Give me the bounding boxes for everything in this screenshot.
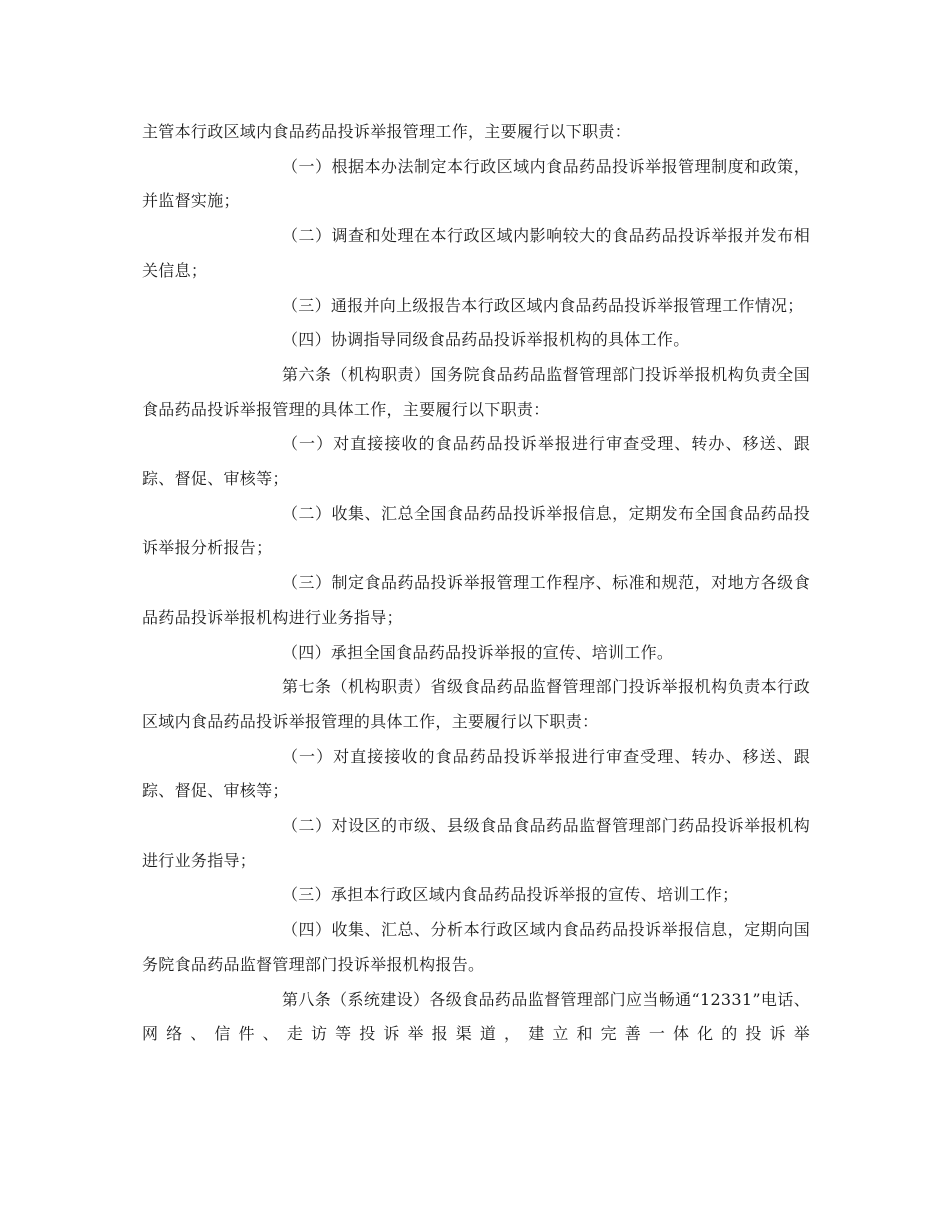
paragraph-article-7-item-3: （三）承担本行政区域内食品药品投诉举报的宣传、培训工作； xyxy=(282,885,739,905)
paragraph-intro: 主管本行政区域内食品药品投诉举报管理工作，主要履行以下职责： xyxy=(142,122,632,141)
paragraph-article-6-item-3: （三）制定食品药品投诉举报管理工作程序、标准和规范，对地方各级食品药品投诉举报机构进行业务指导； xyxy=(142,573,810,627)
paragraph-article-7-item-4: （四）收集、汇总、分析本行政区域内食品药品投诉举报信息，定期向国务院食品药品监督管理部门投诉举报机构报告。 xyxy=(142,920,810,974)
paragraph-article-8: 第八条（系统建设）各级食品药品监督管理部门应当畅通“12331”电话、网络、信件、走访等投诉举报渠道，建立和完善一体化的投诉举 xyxy=(142,989,810,1044)
paragraph-item-1: （一）根据本办法制定本行政区域内食品药品投诉举报管理制度和政策，并监督实施； xyxy=(142,156,810,211)
paragraph-item-3: （三）通报并向上级报告本行政区域内食品药品投诉举报管理工作情况； xyxy=(282,295,804,315)
paragraph-item-4: （四）协调指导同级食品药品投诉举报机构的具体工作。 xyxy=(282,330,690,350)
paragraph-article-6-item-4: （四）承担全国食品药品投诉举报的宣传、培训工作。 xyxy=(282,642,674,662)
paragraph-article-7-item-2: （二）对设区的市级、县级食品食品药品监督管理部门药品投诉举报机构进行业务指导； xyxy=(142,816,810,870)
paragraph-article-7-item-1: （一）对直接接收的食品药品投诉举报进行审查受理、转办、移送、跟踪、督促、审核等； xyxy=(142,746,810,801)
paragraph-article-6-item-1: （一）对直接接收的食品药品投诉举报进行审查受理、转办、移送、跟踪、督促、审核等； xyxy=(142,434,810,489)
paragraph-article-6-item-2: （二）收集、汇总全国食品药品投诉举报信息，定期发布全国食品药品投诉举报分析报告； xyxy=(142,503,810,558)
paragraph-item-2: （二）调查和处理在本行政区域内影响较大的食品药品投诉举报并发布相关信息； xyxy=(142,226,810,280)
paragraph-article-6: 第六条（机构职责）国务院食品药品监督管理部门投诉举报机构负责全国食品药品投诉举报管理的具体工作，主要履行以下职责： xyxy=(142,364,810,419)
document-body xyxy=(142,115,810,1052)
paragraph-article-7: 第七条（机构职责）省级食品药品监督管理部门投诉举报机构负责本行政区域内食品药品投诉举报管理的具体工作，主要履行以下职责： xyxy=(142,677,810,731)
